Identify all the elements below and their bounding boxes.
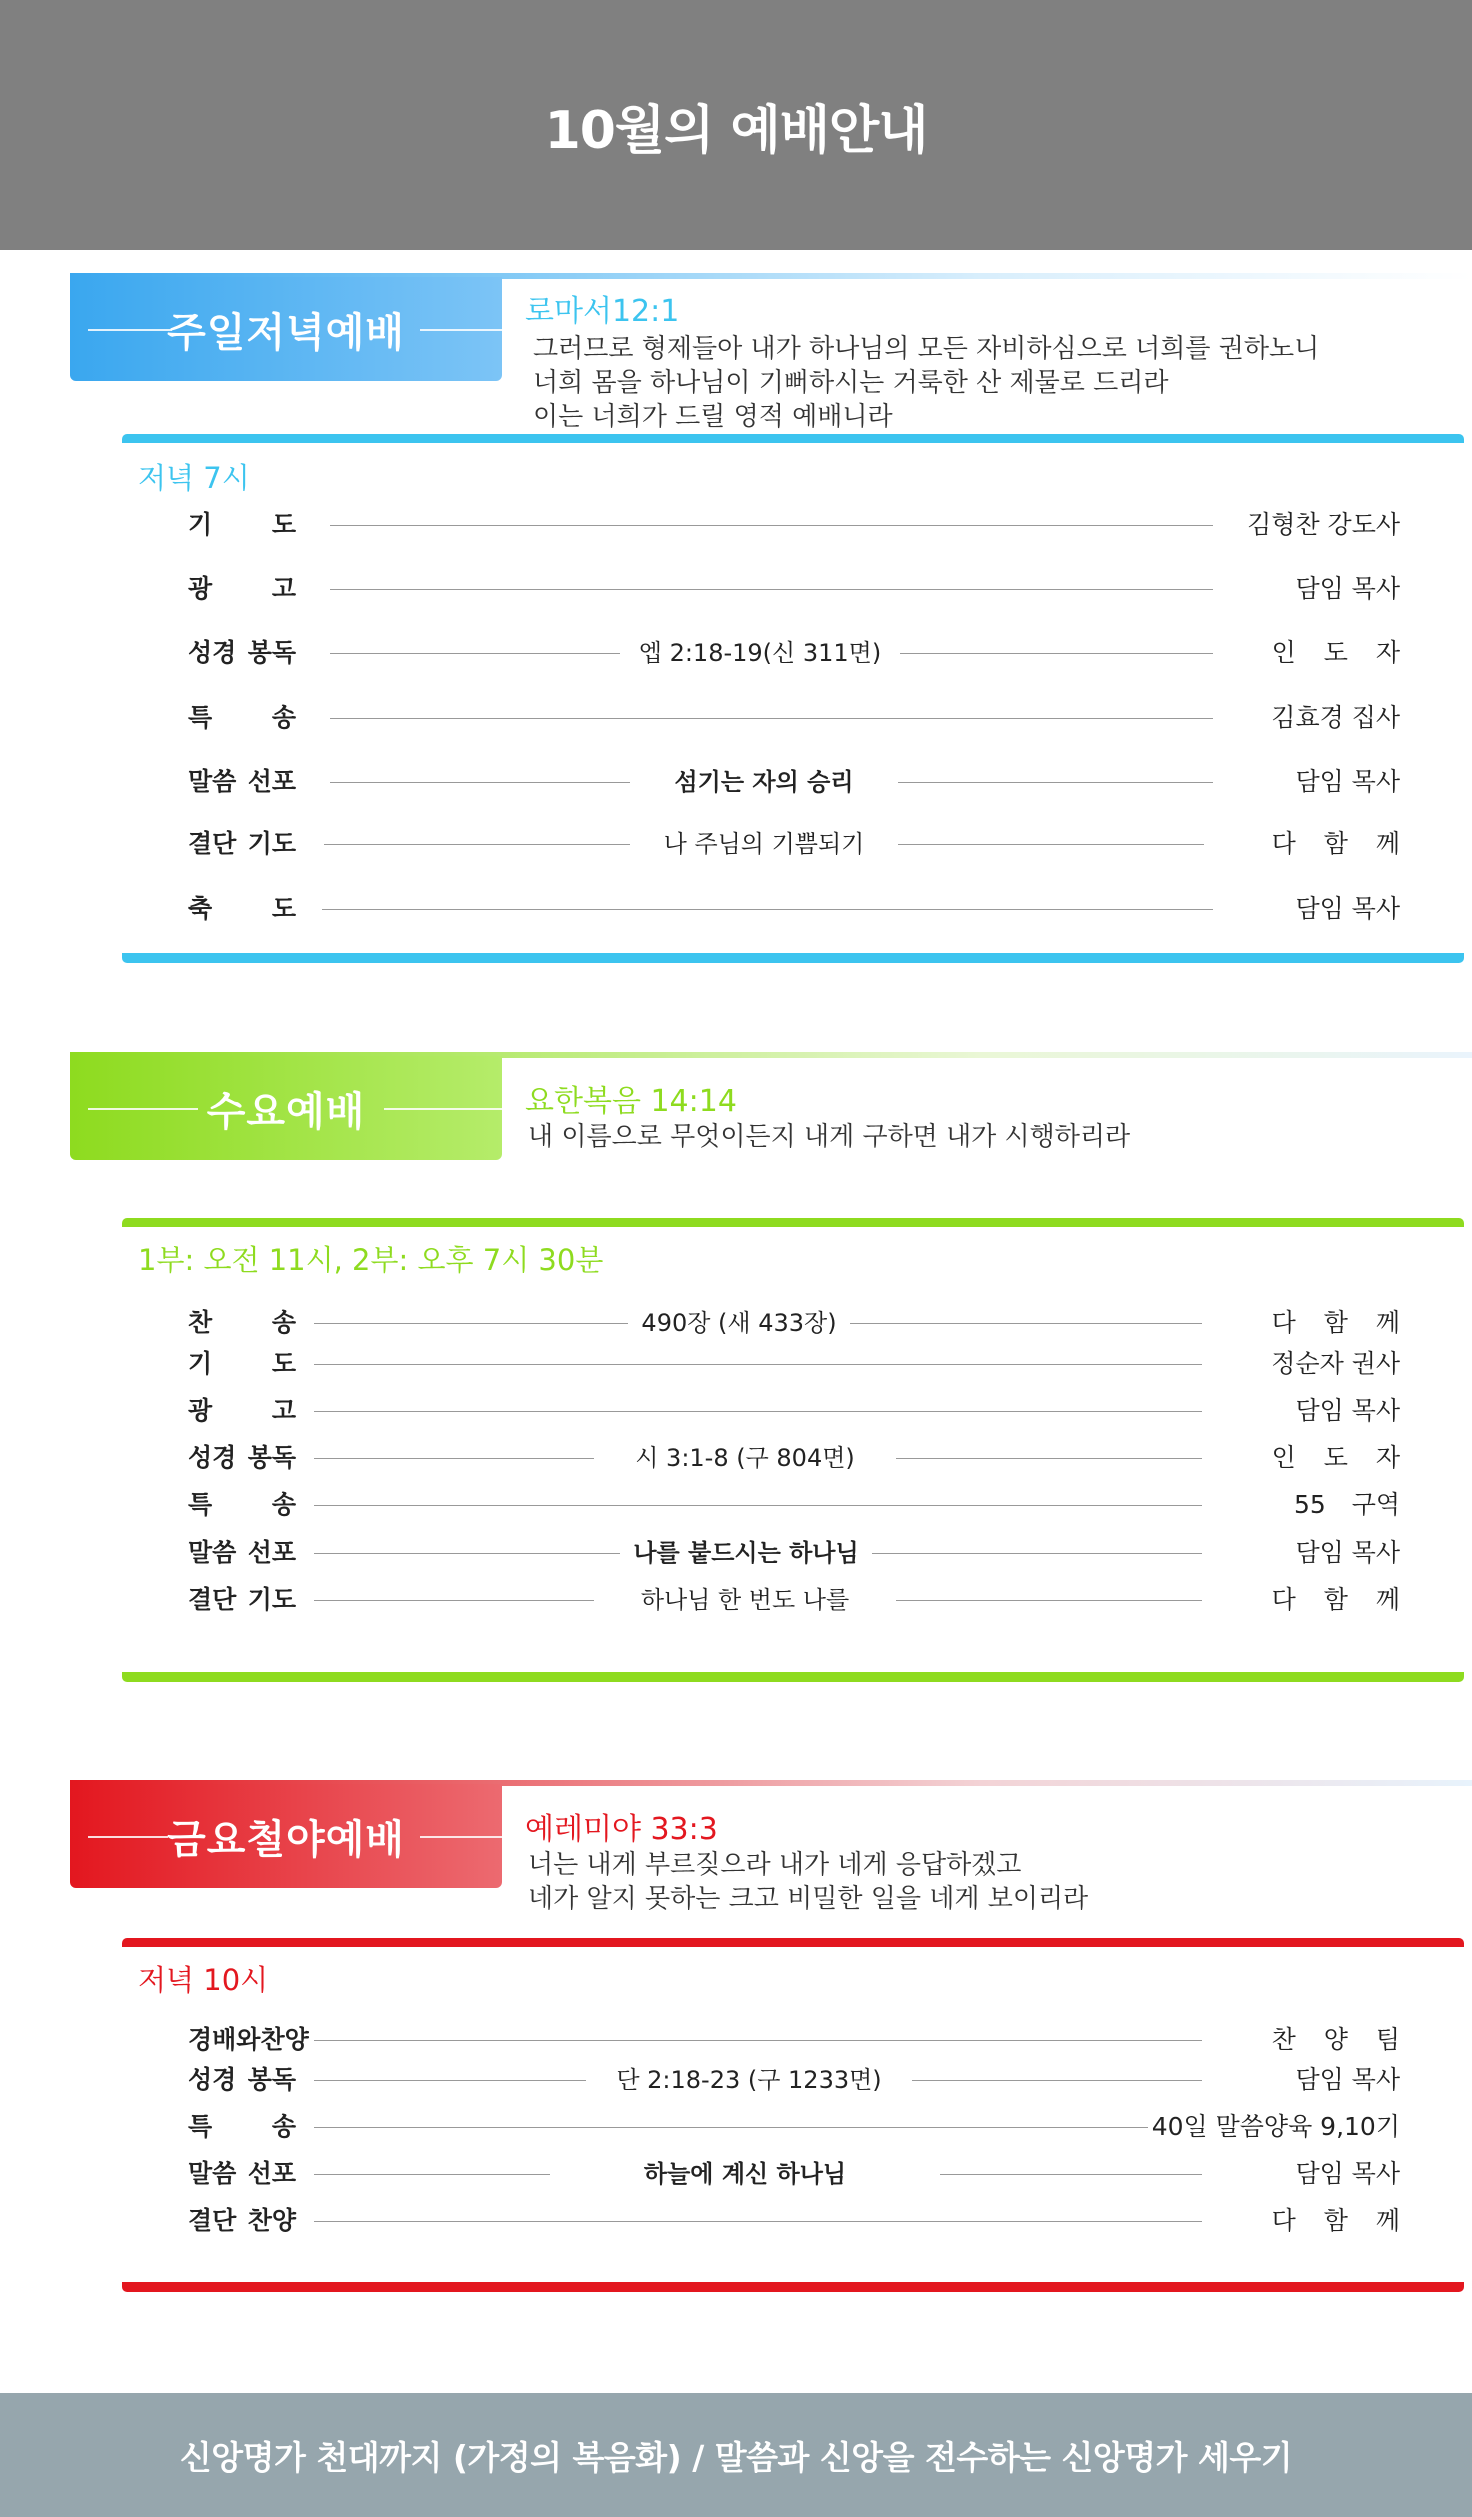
section-title: 주일저녁예배	[167, 309, 405, 356]
order-label: 특 송	[188, 2112, 296, 2141]
order-row	[0, 2204, 1472, 2238]
order-label: 성경 봉독	[188, 2065, 296, 2094]
section-title: 수요예배	[206, 1088, 366, 1135]
order-label: 결단 기도	[188, 1585, 296, 1614]
card-top-border	[122, 434, 1464, 443]
card-top-border	[122, 1218, 1464, 1227]
order-label: 말씀 선포	[188, 767, 296, 796]
order-person: 55 구역	[1293, 1490, 1400, 1519]
order-person: 담임 목사	[1295, 2159, 1400, 2188]
sermon-title: 나를 붙드시는 하나님	[620, 1536, 872, 1570]
page-header	[0, 0, 1472, 250]
card-top-border	[122, 1938, 1464, 1947]
order-row	[0, 1583, 1472, 1617]
order-label: 결단 찬양	[188, 2206, 296, 2235]
order-scripture: 엡 2:18-19(신 311면)	[620, 636, 900, 670]
order-label: 광 고	[188, 1396, 296, 1425]
verse-reference: 예레미야 33:3	[525, 1812, 718, 1847]
order-person: 김형찬 강도사	[1247, 510, 1400, 539]
order-label: 말씀 선포	[188, 1538, 296, 1567]
section-tab	[70, 277, 502, 381]
order-label: 광 고	[188, 574, 296, 603]
card-bottom-border	[122, 1672, 1464, 1682]
order-row	[0, 1536, 1472, 1570]
order-row	[0, 892, 1472, 926]
order-row	[0, 1394, 1472, 1428]
order-person: 다 함 께	[1271, 2206, 1410, 2235]
verse-reference: 요한복음 14:14	[525, 1084, 737, 1119]
card-bottom-border	[122, 2282, 1464, 2292]
order-label: 말씀 선포	[188, 2159, 296, 2188]
order-scripture: 시 3:1-8 (구 804면)	[594, 1441, 896, 1475]
order-label: 찬 송	[188, 1308, 296, 1337]
service-time: 저녁 10시	[138, 1963, 269, 1997]
order-label: 기 도	[188, 510, 296, 539]
order-person: 담임 목사	[1295, 1538, 1400, 1567]
order-row	[0, 2110, 1472, 2144]
order-row	[0, 701, 1472, 735]
prayer-title: 하나님 한 번도 나를	[594, 1583, 896, 1617]
hymn-number: 490장 (새 433장)	[628, 1306, 850, 1340]
order-row	[0, 1347, 1472, 1381]
card-bottom-border	[122, 953, 1464, 963]
order-person: 다 함 께	[1271, 829, 1410, 858]
order-row	[0, 636, 1472, 670]
section-tab	[70, 1784, 502, 1888]
order-label: 결단 기도	[188, 829, 296, 858]
page-footer	[0, 2393, 1472, 2517]
order-row	[0, 1441, 1472, 1475]
order-label: 성경 봉독	[188, 638, 296, 667]
order-row	[0, 827, 1472, 861]
order-person: 다 함 께	[1271, 1585, 1410, 1614]
prayer-title: 나 주님의 기쁨되기	[630, 827, 898, 861]
order-label: 특 송	[188, 1490, 296, 1519]
verse-line: 그러므로 형제들아 내가 하나님의 모든 자비하심으로 너희를 권하노니	[533, 334, 1320, 364]
order-row	[0, 2063, 1472, 2097]
order-label: 성경 봉독	[188, 1443, 296, 1472]
verse-line: 이는 너희가 드릴 영적 예배니라	[533, 402, 893, 432]
section-tab	[70, 1056, 502, 1160]
order-row	[0, 508, 1472, 542]
verse-line: 너는 내게 부르짖으라 내가 네게 응답하겠고	[528, 1850, 1022, 1880]
sermon-title: 섬기는 자의 승리	[630, 765, 898, 799]
verse-line: 너희 몸을 하나님이 기뻐하시는 거룩한 산 제물로 드리라	[533, 368, 1169, 398]
order-person: 찬 양 팀	[1271, 2025, 1410, 2054]
verse-reference: 로마서12:1	[525, 294, 680, 329]
order-label: 기 도	[188, 1349, 296, 1378]
service-time: 1부: 오전 11시, 2부: 오후 7시 30분	[138, 1243, 604, 1277]
service-time: 저녁 7시	[138, 461, 250, 495]
order-person: 담임 목사	[1295, 767, 1400, 796]
order-row	[0, 1488, 1472, 1522]
order-row	[0, 572, 1472, 606]
order-row	[0, 1306, 1472, 1340]
order-person: 인 도 자	[1271, 1443, 1410, 1472]
order-person: 담임 목사	[1295, 1396, 1400, 1425]
order-person: 정순자 권사	[1271, 1349, 1400, 1378]
section-title: 금요철야예배	[167, 1816, 405, 1863]
order-person: 담임 목사	[1295, 574, 1400, 603]
order-label: 경배와찬양	[188, 2025, 309, 2054]
order-label: 축 도	[188, 894, 296, 923]
order-person: 인 도 자	[1271, 638, 1410, 667]
order-row	[0, 765, 1472, 799]
order-person: 김효경 집사	[1271, 703, 1400, 732]
order-row	[0, 2157, 1472, 2191]
sermon-title: 하늘에 계신 하나님	[550, 2157, 940, 2191]
verse-line: 네가 알지 못하는 크고 비밀한 일을 네게 보이리라	[528, 1884, 1089, 1914]
order-person: 다 함 께	[1271, 1308, 1410, 1337]
order-person: 담임 목사	[1295, 894, 1400, 923]
page-title: 10월의 예배안내	[544, 100, 928, 161]
order-person: 40일 말씀양육 9,10기	[1148, 2110, 1400, 2144]
order-label: 특 송	[188, 703, 296, 732]
order-row	[0, 2023, 1472, 2057]
footer-motto: 신앙명가 천대까지 (가정의 복음화) / 말씀과 신앙을 전수하는 신앙명가 세우기	[179, 2437, 1293, 2477]
order-person: 담임 목사	[1295, 2065, 1400, 2094]
verse-line: 내 이름으로 무엇이든지 내게 구하면 내가 시행하리라	[528, 1122, 1131, 1152]
order-scripture: 단 2:18-23 (구 1233면)	[586, 2063, 912, 2097]
